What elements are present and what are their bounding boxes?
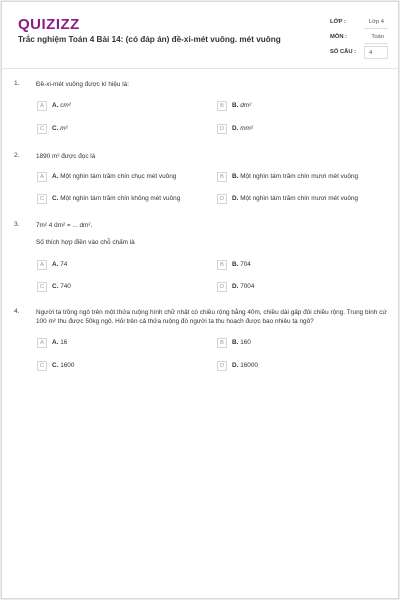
option-prefix: A. (52, 173, 59, 180)
question-text: 1890 m² được đọc là (36, 153, 96, 160)
option-text: 160 (240, 339, 251, 346)
option-prefix: A. (52, 102, 59, 109)
question-number: 1. (14, 80, 20, 87)
worksheet-page (1, 1, 399, 599)
meta-label: LỚP : (330, 19, 346, 25)
option-text: 1600 (60, 362, 75, 369)
option-prefix: D. (232, 362, 239, 369)
option-text: Một nghìn tám trăm chín chục mét vuông (60, 173, 177, 180)
meta-value: 4 (364, 46, 388, 59)
question-text: Người ta trồng ngô trên một thửa ruộng hình chữ nhật có chiều rộng bằng 40m, chiều dài gấp đôi chiều rộng. Trung bình cứ 100 m² thu được 50kg ngô. Hỏi trên cả thửa ruộng đó người ta thu hoạch được bao nhiêu tạ ngô? (36, 309, 387, 325)
option-letter: C (37, 194, 47, 204)
option-letter: B (217, 338, 227, 348)
meta-value: Lớp 4 (364, 16, 388, 29)
option-letter: D (217, 194, 227, 204)
option-letter: D (217, 124, 227, 134)
option-letter: C (37, 282, 47, 292)
meta-row-subject (330, 31, 388, 46)
option-prefix: C. (52, 283, 59, 290)
question-number: 2. (14, 152, 20, 159)
option-text: 16 (60, 339, 68, 346)
page-title: Trắc nghiệm Toán 4 Bài 14: (có đáp án) đề-xi-mét vuông. mét vuông (18, 35, 281, 44)
option-text: Một nghìn tám trăm chín mươi mét vuông (240, 195, 359, 202)
option-letter: A (37, 338, 47, 348)
option-text: Một nghìn tám trăm chín mươi mét vuông (240, 173, 359, 180)
question-text: Đề-xi-mét vuông được kí hiệu là: (36, 81, 130, 88)
option-prefix: D. (232, 125, 239, 132)
meta-label: SỐ CÂU : (330, 49, 357, 55)
worksheet-header (18, 16, 388, 66)
option-prefix: B. (232, 261, 239, 268)
option-prefix: B. (232, 173, 239, 180)
option-letter: B (217, 101, 227, 111)
option-prefix: B. (232, 102, 239, 109)
option-text: cm² (60, 102, 71, 109)
option-text: mm² (240, 125, 253, 132)
option-prefix: A. (52, 261, 59, 268)
option-letter: A (37, 260, 47, 270)
meta-row-class (330, 16, 388, 31)
option-prefix: C. (52, 125, 59, 132)
meta-label: MÔN : (330, 34, 348, 40)
option-letter: C (37, 124, 47, 134)
option-letter: A (37, 101, 47, 111)
meta-row-count (330, 46, 388, 61)
option-prefix: C. (52, 195, 59, 202)
option-text: dm² (240, 102, 252, 109)
option-prefix: B. (232, 339, 239, 346)
option-letter: D (217, 282, 227, 292)
option-text: m² (60, 125, 68, 132)
question-subtext: Số thích hợp điền vào chỗ chấm là (36, 239, 135, 246)
option-prefix: D. (232, 195, 239, 202)
option-letter: B (217, 172, 227, 182)
option-text: 740 (60, 283, 71, 290)
quizizz-logo: QUIZIZZ (18, 16, 80, 33)
option-letter: D (217, 361, 227, 371)
option-letter: A (37, 172, 47, 182)
option-text: 16000 (240, 362, 258, 369)
option-text: 704 (240, 261, 251, 268)
question-number: 4. (14, 308, 20, 315)
option-text: Một nghìn tám trăm chín không mét vuông (60, 195, 181, 202)
meta-value: Toán (364, 31, 388, 44)
option-text: 74 (60, 261, 68, 268)
option-prefix: A. (52, 339, 59, 346)
option-prefix: D. (232, 283, 239, 290)
question-text: 7m² 4 dm² = ... dm². (36, 222, 93, 229)
meta-table (330, 16, 388, 61)
option-letter: C (37, 361, 47, 371)
header-divider (2, 68, 400, 69)
option-prefix: C. (52, 362, 59, 369)
option-letter: B (217, 260, 227, 270)
option-text: 7004 (240, 283, 255, 290)
question-number: 3. (14, 221, 20, 228)
